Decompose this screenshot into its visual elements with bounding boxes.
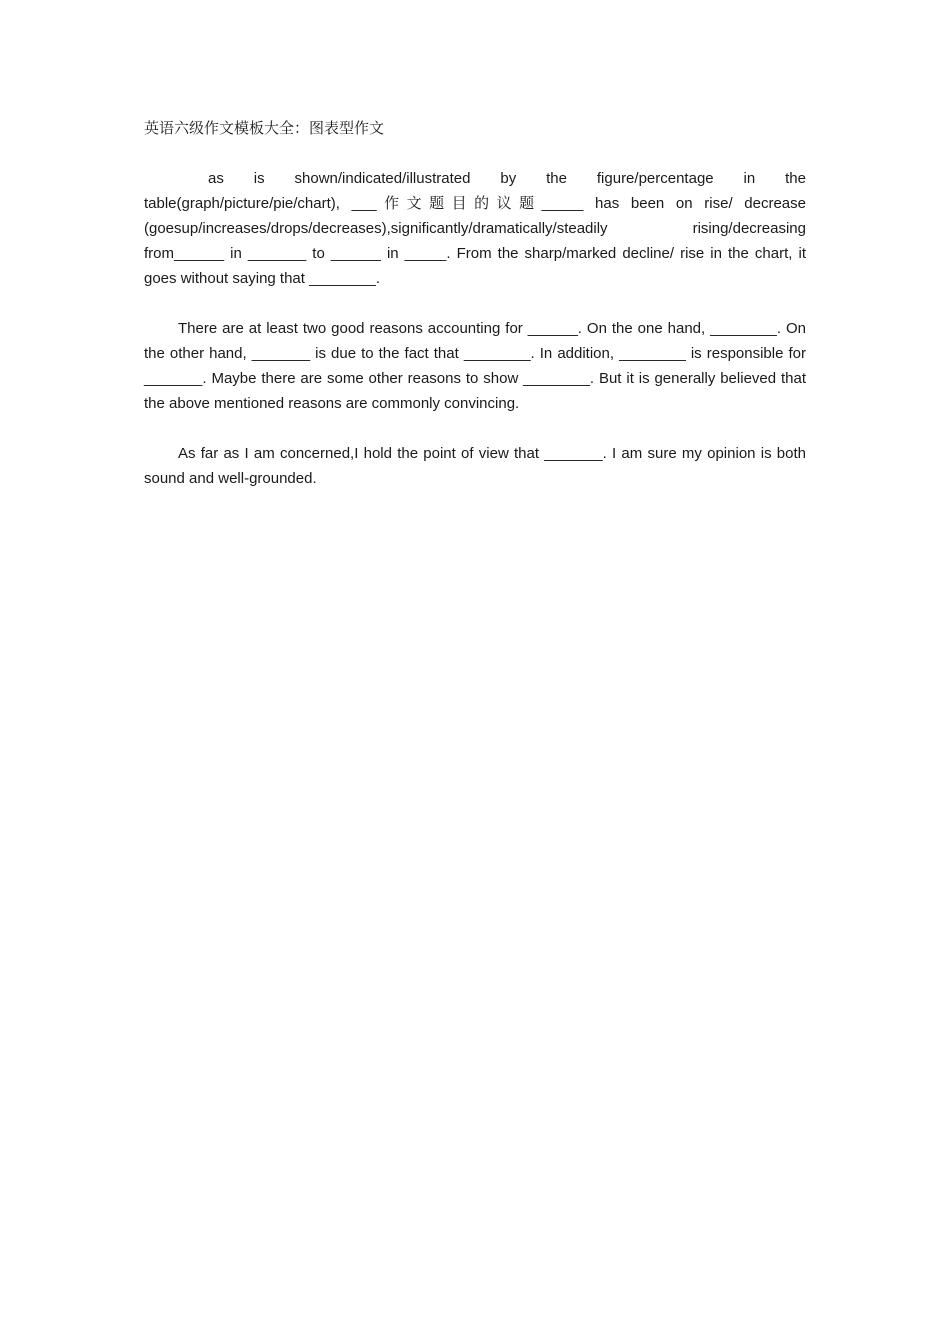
document-title: 英语六级作文模板大全：图表型作文 [144, 119, 385, 137]
paragraph-intro: as is shown/indicated/illustrated by the figure/percentage in the table(graph/picture/pie/chart), ___作文题目的议题_____ has been on rise/ decrease (goesup/increases/drops/decreases),significantly/dramatically/steadily rising/decreasing from______ in _______ to ______ in _____. From the sharp/marked decline/ rise in the chart, it goes without saying that ________. [144, 170, 806, 287]
paragraph-reasons: There are at least two good reasons accounting for ______. On the one hand, ________. On the other hand, _______ is due to the fact that ________. In addition, ________ is responsible for _______. Maybe there are some other reasons to show ________. But it is generally believed that the above mentioned reasons are commonly convincing. [144, 320, 806, 412]
document-body [144, 116, 806, 516]
paragraph-conclusion: As far as I am concerned,I hold the point of view that _______. I am sure my opinion is both sound and well-grounded. [144, 445, 806, 487]
